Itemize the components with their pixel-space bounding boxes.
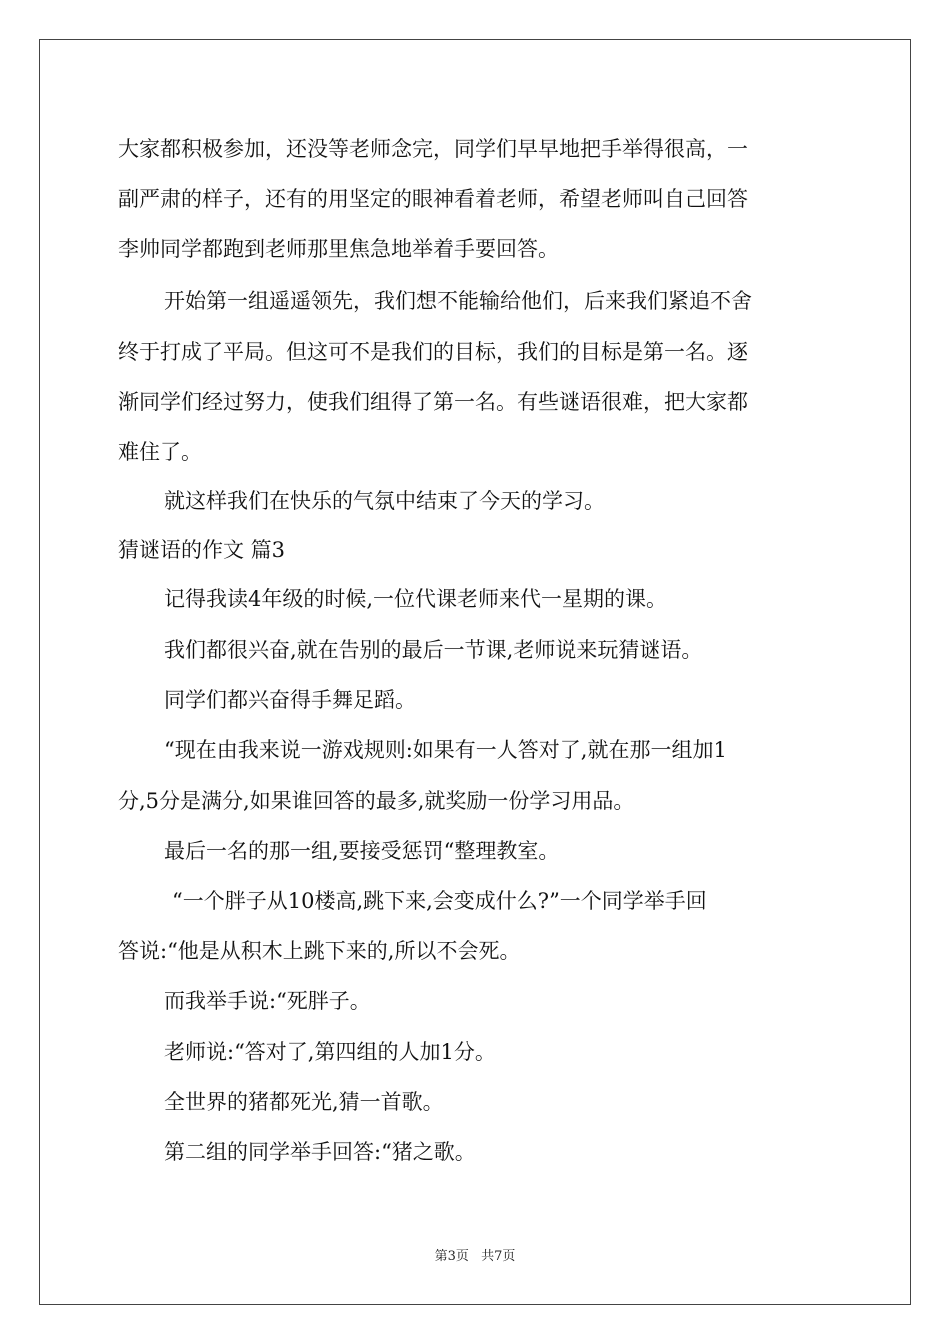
text-line: 大家都积极参加，还没等老师念完，同学们早早地把手举得很高，一 xyxy=(118,137,748,161)
page-footer xyxy=(0,1245,950,1264)
section-heading: 猜谜语的作文 篇3 xyxy=(118,538,286,562)
page-total: 共7页 xyxy=(481,1249,516,1264)
text-line: 答说:“他是从积木上跳下来的,所以不会死。 xyxy=(118,939,521,963)
paragraph-start: 而我举手说:“死胖子。 xyxy=(164,989,371,1013)
text-line: 副严肃的样子，还有的用坚定的眼神看着老师，希望老师叫自己回答 xyxy=(118,187,748,211)
paragraph-start: 第二组的同学举手回答:“猪之歌。 xyxy=(164,1140,476,1164)
paragraph-start: 同学们都兴奋得手舞足蹈。 xyxy=(164,688,416,712)
text-line: 分,5分是满分,如果谁回答的最多,就奖励一份学习用品。 xyxy=(118,789,635,813)
text-line: 终于打成了平局。但这可不是我们的目标，我们的目标是第一名。逐 xyxy=(118,340,748,364)
paragraph-start: 最后一名的那一组,要接受惩罚“整理教室。 xyxy=(164,839,560,863)
text-line: 李帅同学都跑到老师那里焦急地举着手要回答。 xyxy=(118,237,559,261)
paragraph-start: 全世界的猪都死光,猜一首歌。 xyxy=(164,1090,444,1114)
paragraph-start: 就这样我们在快乐的气氛中结束了今天的学习。 xyxy=(164,489,605,513)
paragraph-start: “一个胖子从10楼高,跳下来,会变成什么?”一个同学举手回 xyxy=(172,889,707,913)
paragraph-start: 我们都很兴奋,就在告别的最后一节课,老师说来玩猜谜语。 xyxy=(164,638,703,662)
paragraph-start: 老师说:“答对了,第四组的人加1分。 xyxy=(164,1040,496,1064)
paragraph-start: 记得我读4年级的时候,一位代课老师来代一星期的课。 xyxy=(164,587,668,611)
paragraph-start: “现在由我来说一游戏规则:如果有一人答对了,就在那一组加1 xyxy=(164,738,727,762)
text-line: 难住了。 xyxy=(118,440,202,464)
page-number: 第3页 xyxy=(434,1249,469,1264)
paragraph-start: 开始第一组遥遥领先，我们想不能输给他们，后来我们紧追不舍 xyxy=(164,289,752,313)
text-line: 渐同学们经过努力，使我们组得了第一名。有些谜语很难，把大家都 xyxy=(118,390,748,414)
